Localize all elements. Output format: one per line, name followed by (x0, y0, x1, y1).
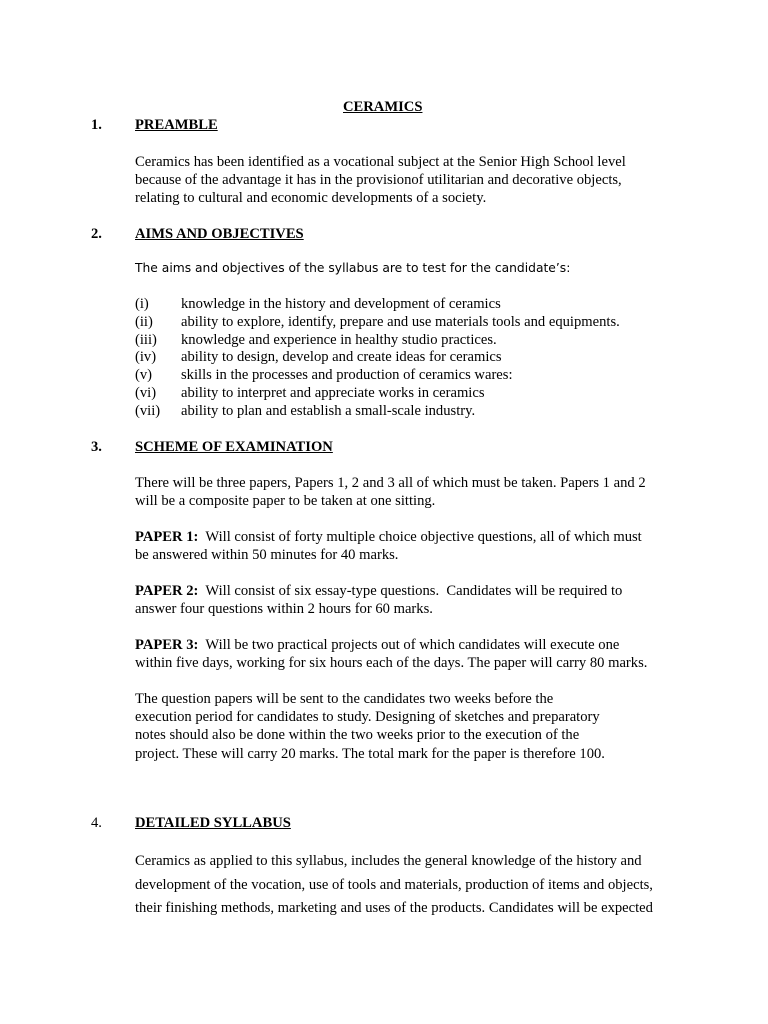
paper-2-label: PAPER 2: (135, 583, 199, 599)
paper-2-line (135, 582, 695, 600)
preamble-line: relating to cultural and economic developments of a society. (135, 190, 487, 207)
paper-2-text: Will consist of six essay-type questions. Candidates will be required to (198, 583, 623, 599)
paper-1-line: be answered within 50 minutes for 40 marks. (135, 547, 399, 564)
scheme-closing-line: The question papers will be sent to the candidates two weeks before the (135, 691, 554, 707)
preamble-paragraph (135, 153, 695, 208)
scheme-closing-line: notes should also be done within the two weeks prior to the execution of the (135, 727, 580, 744)
list-item-text: ability to explore, identify, prepare and use materials tools and equipments. (181, 313, 620, 330)
section-1-number: 1. (91, 117, 102, 133)
list-item-numeral: (v) (135, 367, 153, 384)
preamble-line: Ceramics has been identified as a vocational subject at the Senior High School level (135, 154, 626, 170)
paper-3-line (135, 636, 695, 654)
section-1-heading: PREAMBLE (135, 117, 218, 133)
scheme-closing-paragraph (135, 690, 695, 763)
list-item-text: knowledge in the history and development of ceramics (181, 296, 501, 312)
paper-3-label: PAPER 3: (135, 637, 199, 653)
list-item-numeral: (iv) (135, 349, 157, 366)
list-item-numeral: (iii) (135, 331, 157, 348)
paper-3-text: Will be two practical projects out of which candidates will execute one (198, 637, 620, 653)
list-item-numeral: (ii) (135, 313, 153, 330)
detailed-syllabus-line: development of the vocation, use of tools and materials, production of items and objects, (135, 876, 653, 893)
paper-2-line: answer four questions within 2 hours for 60 marks. (135, 601, 433, 618)
paper-3-paragraph (135, 636, 695, 672)
aims-intro: The aims and objectives of the syllabus are to test for the candidate’s: (135, 261, 571, 275)
section-4-heading: DETAILED SYLLABUS (135, 815, 291, 831)
section-2-heading: AIMS AND OBJECTIVES (135, 226, 304, 242)
list-item-numeral: (i) (135, 296, 149, 312)
section-3-number: 3. (91, 439, 102, 455)
list-item-text: knowledge and experience in healthy studio practices. (181, 331, 497, 348)
paper-3-line: within five days, working for six hours each of the days. The paper will carry 80 marks. (135, 655, 648, 672)
detailed-syllabus-paragraph (135, 850, 695, 921)
scheme-intro-line: will be a composite paper to be taken at one sitting. (135, 493, 436, 510)
detailed-syllabus-line: Ceramics as applied to this syllabus, includes the general knowledge of the history and (135, 853, 642, 869)
paper-1-label: PAPER 1: (135, 529, 199, 545)
scheme-closing-line: execution period for candidates to study. Designing of sketches and preparatory (135, 709, 600, 726)
list-item-text: ability to plan and establish a small-scale industry. (181, 402, 476, 419)
section-4-number: 4. (91, 815, 102, 831)
paper-1-line (135, 528, 695, 546)
list-item-text: ability to interpret and appreciate works in ceramics (181, 384, 485, 401)
list-item-text: ability to design, develop and create ideas for ceramics (181, 349, 502, 366)
detailed-syllabus-line: their finishing methods, marketing and uses of the products. Candidates will be expected (135, 900, 653, 916)
paper-1-paragraph (135, 528, 695, 564)
section-3-heading: SCHEME OF EXAMINATION (135, 439, 333, 455)
list-item-text: skills in the processes and production of ceramics wares: (181, 367, 513, 384)
paper-2-paragraph (135, 582, 695, 618)
scheme-intro-paragraph (135, 474, 695, 510)
list-item-numeral: (vii) (135, 402, 161, 419)
paper-1-text: Will consist of forty multiple choice objective questions, all of which must (198, 529, 642, 545)
document-title: CERAMICS (343, 99, 423, 115)
list-item-numeral: (vi) (135, 384, 157, 401)
scheme-closing-line: project. These will carry 20 marks. The total mark for the paper is therefore 100. (135, 745, 605, 762)
section-2-number: 2. (91, 226, 102, 242)
scheme-intro-line: There will be three papers, Papers 1, 2 and 3 all of which must be taken. Papers 1 and 2 (135, 475, 646, 491)
preamble-line: because of the advantage it has in the provisionof utilitarian and decorative objects, (135, 172, 622, 189)
